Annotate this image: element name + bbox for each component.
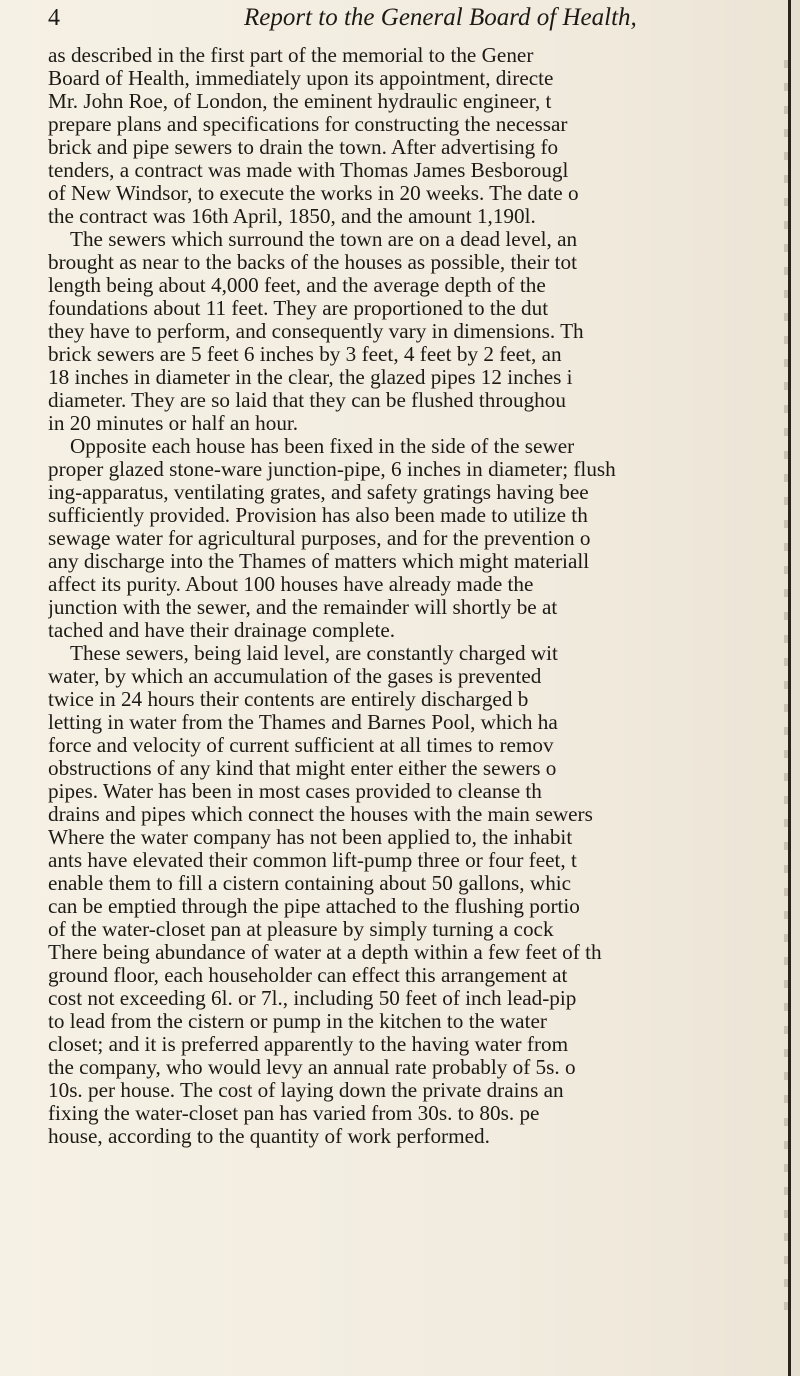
text-line: brick sewers are 5 feet 6 inches by 3 feet, 4 feet by 2 feet, an: [48, 343, 562, 366]
text-line: junction with the sewer, and the remainder will shortly be at: [48, 596, 558, 619]
page-header: [48, 2, 748, 42]
text-line: proper glazed stone-ware junction-pipe, 6 inches in diameter; flush: [48, 458, 616, 481]
text-line: the contract was 16th April, 1850, and the amount 1,190l.: [48, 205, 536, 228]
text-line: in 20 minutes or half an hour.: [48, 412, 299, 435]
running-title: Report to the General Board of Health,: [244, 4, 637, 31]
page-number: 4: [48, 5, 60, 31]
text-line: they have to perform, and consequently vary in dimensions. Th: [48, 320, 584, 343]
text-line: Mr. John Roe, of London, the eminent hydraulic engineer, t: [48, 90, 552, 113]
text-line: prepare plans and specifications for constructing the necessar: [48, 113, 568, 136]
text-line: Board of Health, immediately upon its appointment, directe: [48, 67, 554, 90]
text-line: water, by which an accumulation of the gases is prevented: [48, 665, 542, 688]
text-line: as described in the first part of the memorial to the Gener: [48, 44, 534, 67]
text-line: foundations about 11 feet. They are proportioned to the dut: [48, 297, 549, 320]
text-line: twice in 24 hours their contents are entirely discharged b: [48, 688, 529, 711]
text-line: ground floor, each householder can effect this arrangement at: [48, 964, 568, 987]
text-line: ing-apparatus, ventilating grates, and safety gratings having bee: [48, 481, 589, 504]
text-line: tenders, a contract was made with Thomas James Besborougl: [48, 159, 569, 182]
text-line: enable them to fill a cistern containing about 50 gallons, whic: [48, 872, 572, 895]
text-line: 10s. per house. The cost of laying down the private drains an: [48, 1079, 564, 1102]
text-line: closet; and it is preferred apparently to the having water from: [48, 1033, 569, 1056]
text-line: There being abundance of water at a depth within a few feet of th: [48, 941, 602, 964]
text-line: force and velocity of current sufficient at all times to remov: [48, 734, 554, 757]
text-line: 18 inches in diameter in the clear, the glazed pipes 12 inches i: [48, 366, 573, 389]
text-line: brick and pipe sewers to drain the town. After advertising fo: [48, 136, 559, 159]
text-line: pipes. Water has been in most cases provided to cleanse th: [48, 780, 542, 803]
text-line: The sewers which surround the town are on a dead level, an: [70, 228, 578, 251]
text-line: house, according to the quantity of work performed.: [48, 1125, 490, 1148]
text-line: brought as near to the backs of the houses as possible, their tot: [48, 251, 577, 274]
text-line: ants have elevated their common lift-pump three or four feet, t: [48, 849, 577, 872]
text-line: the company, who would levy an annual rate probably of 5s. o: [48, 1056, 576, 1079]
text-line: sufficiently provided. Provision has also been made to utilize th: [48, 504, 588, 527]
text-line: tached and have their drainage complete.: [48, 619, 396, 642]
text-line: of New Windsor, to execute the works in 20 weeks. The date o: [48, 182, 579, 205]
text-line: sewage water for agricultural purposes, and for the prevention o: [48, 527, 591, 550]
text-line: affect its purity. About 100 houses have already made the: [48, 573, 534, 596]
text-line: can be emptied through the pipe attached to the flushing portio: [48, 895, 580, 918]
text-line: any discharge into the Thames of matters which might materiall: [48, 550, 590, 573]
text-line: obstructions of any kind that might enter either the sewers o: [48, 757, 557, 780]
text-line: letting in water from the Thames and Barnes Pool, which ha: [48, 711, 558, 734]
text-line: drains and pipes which connect the houses with the main sewers: [48, 803, 593, 826]
page-edge-margin: [791, 0, 800, 1376]
body-text: [48, 44, 785, 1344]
text-line: These sewers, being laid level, are constantly charged wit: [70, 642, 558, 665]
text-line: diameter. They are so laid that they can be flushed throughou: [48, 389, 566, 412]
text-line: to lead from the cistern or pump in the kitchen to the water: [48, 1010, 547, 1033]
text-line: fixing the water-closet pan has varied from 30s. to 80s. pe: [48, 1102, 540, 1125]
text-line: Opposite each house has been fixed in the side of the sewer: [70, 435, 575, 458]
text-line: cost not exceeding 6l. or 7l., including 50 feet of inch lead-pip: [48, 987, 577, 1010]
text-line: of the water-closet pan at pleasure by simply turning a cock: [48, 918, 554, 941]
text-line: length being about 4,000 feet, and the average depth of the: [48, 274, 546, 297]
text-line: Where the water company has not been applied to, the inhabit: [48, 826, 573, 849]
